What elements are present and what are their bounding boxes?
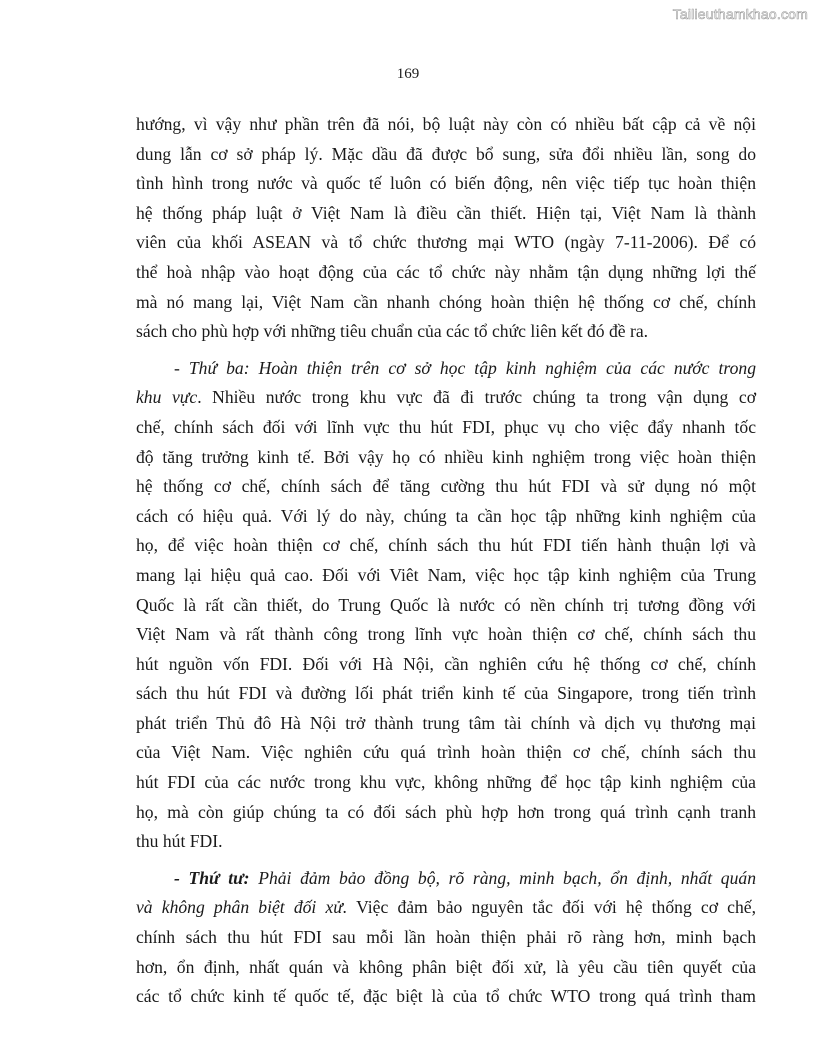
heading-italic: khu vực — [136, 387, 198, 408]
text-line: dung lẫn cơ sở pháp lý. Mặc dầu đã được bổ sung, sửa đổi nhiều lần, song do — [136, 143, 756, 164]
text-line: viên của khối ASEAN và tổ chức thương mại WTO (ngày 7-11-2006). Để có — [136, 232, 756, 253]
text-line: của Việt Nam. Việc nghiên cứu quá trình hoàn thiện cơ chế, chính sách thu — [136, 742, 756, 763]
text-line: hướng, vì vậy như phần trên đã nói, bộ luật này còn có nhiều bất cập cả về nội — [136, 114, 756, 134]
text-line: hệ thống pháp luật ở Việt Nam là điều cần thiết. Hiện tại, Việt Nam là thành — [136, 202, 756, 223]
text-line: cách có hiệu quả. Với lý do này, chúng ta cần học tập những kinh nghiệm của — [136, 505, 756, 526]
heading-italic: và không phân biệt đối xử. — [136, 897, 348, 918]
text-line: chính sách thu hút FDI sau mỗi lần hoàn thiện phải rõ ràng hơn, minh bạch — [136, 927, 756, 948]
heading-italic: Phải đảm bảo đồng bộ, rõ ràng, minh bạch, ổn định, nhất quán — [249, 867, 756, 888]
text-line: thu hút FDI. — [136, 831, 223, 852]
text-line: Quốc là rất cần thiết, do Trung Quốc là nước có nền chính trị tương đồng với — [136, 594, 756, 615]
text-line: các tổ chức kinh tế quốc tế, đặc biệt là của tổ chức WTO trong quá trình tham — [136, 986, 756, 1007]
text-line: hệ thống cơ chế, chính sách để tăng cường thu hút FDI và sử dụng nó một — [136, 476, 756, 497]
text-run: Việc đảm bảo nguyên tắc đối với hệ thống cơ chế, — [347, 897, 756, 918]
paragraph-3 — [136, 864, 756, 1012]
watermark: Tailieuthamkhao.com — [672, 6, 808, 22]
text-line: sách thu hút FDI và đường lối phát triển kinh tế của Singapore, trong tiến trình — [136, 683, 756, 704]
section-heading-thu-tu — [136, 864, 756, 894]
text-line: họ, mà còn giúp chúng ta có đối sách phù hợp hơn trong quá trình cạnh tranh — [136, 801, 756, 822]
text-line: hút FDI của các nước trong khu vực, không những để học tập kinh nghiệm của — [136, 772, 756, 793]
text-line: Việt Nam và rất thành công trong lĩnh vực hoàn thiện cơ chế, chính sách thu — [136, 624, 756, 645]
text-line: thể hoà nhập vào hoạt động của các tổ chức này nhằm tận dụng những lợi thế — [136, 261, 756, 282]
text-line: họ, để việc hoàn thiện cơ chế, chính sách thu hút FDI tiến hành thuận lợi và — [136, 535, 756, 556]
section-heading-thu-ba: - Thứ ba: Hoàn thiện trên cơ sở học tập kinh nghiệm của các nước trong — [174, 357, 756, 378]
text-line: hơn, ổn định, nhất quán và không phân biệt đối xử, là yêu cầu tiên quyết của — [136, 956, 756, 977]
paragraph-1 — [136, 110, 756, 347]
text-line: hút nguồn vốn FDI. Đối với Hà Nội, cần nghiên cứu hệ thống cơ chế, chính — [136, 653, 756, 674]
text-line — [136, 893, 756, 923]
page-number: 169 — [396, 66, 420, 82]
document-body — [136, 110, 756, 1012]
text-line: chế, chính sách đối với lĩnh vực thu hút FDI, phục vụ cho việc đẩy nhanh tốc — [136, 416, 756, 437]
text-line: mang lại hiệu quả cao. Đối với Viêt Nam, việc học tập kinh nghiệm của Trung — [136, 564, 756, 585]
text-line: độ tăng trưởng kinh tế. Bởi vậy họ có nhiều kinh nghiệm trong việc hoàn thiện — [136, 446, 756, 467]
text-line: tình hình trong nước và quốc tế luôn có biến động, nên việc tiếp tục hoàn thiện — [136, 173, 756, 194]
text-line: phát triển Thủ đô Hà Nội trở thành trung tâm tài chính và dịch vụ thương mại — [136, 712, 756, 733]
text-line: mà nó mang lại, Việt Nam cần nhanh chóng hoàn thiện hệ thống cơ chế, chính — [136, 291, 756, 312]
paragraph-2 — [136, 354, 756, 857]
text-run: . Nhiều nước trong khu vực đã đi trước chúng ta trong vận dụng cơ — [197, 387, 757, 408]
text-line: sách cho phù hợp với những tiêu chuẩn của các tổ chức liên kết đó đề ra. — [136, 321, 649, 342]
text-line — [136, 383, 756, 413]
heading-label: - Thứ tư: — [174, 867, 250, 888]
